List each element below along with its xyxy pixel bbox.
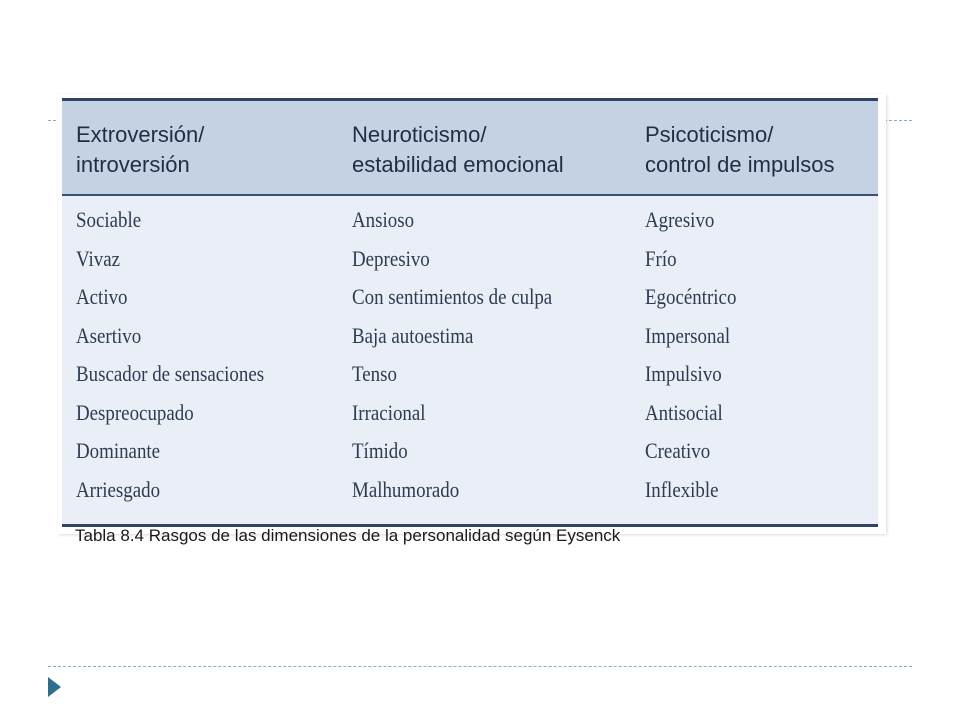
table-cell: Impersonal	[645, 322, 731, 348]
header-extroversion: Extroversión/ introversión	[76, 122, 205, 177]
table-cell: Arriesgado	[76, 476, 161, 502]
table-row	[62, 244, 878, 283]
slide-bottom-divider	[48, 666, 912, 667]
table-cell: Impulsivo	[645, 361, 722, 386]
table-cell: Asertivo	[76, 322, 142, 348]
header-psychoticism: Psicoticismo/ control de impulsos	[645, 122, 835, 177]
table-cell: Dominante	[76, 438, 161, 463]
table-cell: Despreocupado	[76, 399, 194, 425]
table-body	[62, 205, 878, 513]
table-row	[62, 359, 878, 398]
table-cell: Egocéntrico	[645, 284, 737, 309]
table-cell: Sociable	[76, 207, 142, 232]
table-caption: Tabla 8.4 Rasgos de las dimensiones de la personalidad según Eysenck	[75, 526, 621, 545]
table-cell: Buscador de sensaciones	[76, 361, 265, 386]
table-cell: Frío	[645, 245, 677, 271]
table-header	[62, 101, 878, 196]
table-cell: Ansioso	[352, 207, 415, 232]
traits-table	[62, 98, 878, 527]
table-cell: Activo	[76, 284, 128, 309]
table-cell: Inflexible	[645, 476, 719, 502]
table-figure	[58, 94, 886, 534]
table-cell: Baja autoestima	[352, 322, 474, 348]
table-cell: Tenso	[352, 361, 397, 386]
table-cell: Tímido	[352, 438, 408, 463]
table-cell: Malhumorado	[352, 476, 460, 502]
table-row	[62, 321, 878, 360]
table-cell: Vivaz	[76, 245, 121, 271]
table-cell: Antisocial	[645, 399, 723, 425]
header-neuroticism: Neuroticismo/ estabilidad emocional	[352, 122, 564, 177]
table-row	[62, 398, 878, 437]
table-cell: Depresivo	[352, 245, 430, 271]
table-row	[62, 282, 878, 321]
table-cell: Con sentimientos de culpa	[352, 284, 553, 309]
table-row	[62, 205, 878, 244]
table-row	[62, 475, 878, 514]
table-cell: Creativo	[645, 438, 711, 463]
table-cell: Agresivo	[645, 207, 715, 232]
triangle-bullet-icon	[48, 677, 61, 697]
table-row	[62, 436, 878, 475]
table-cell: Irracional	[352, 399, 426, 425]
